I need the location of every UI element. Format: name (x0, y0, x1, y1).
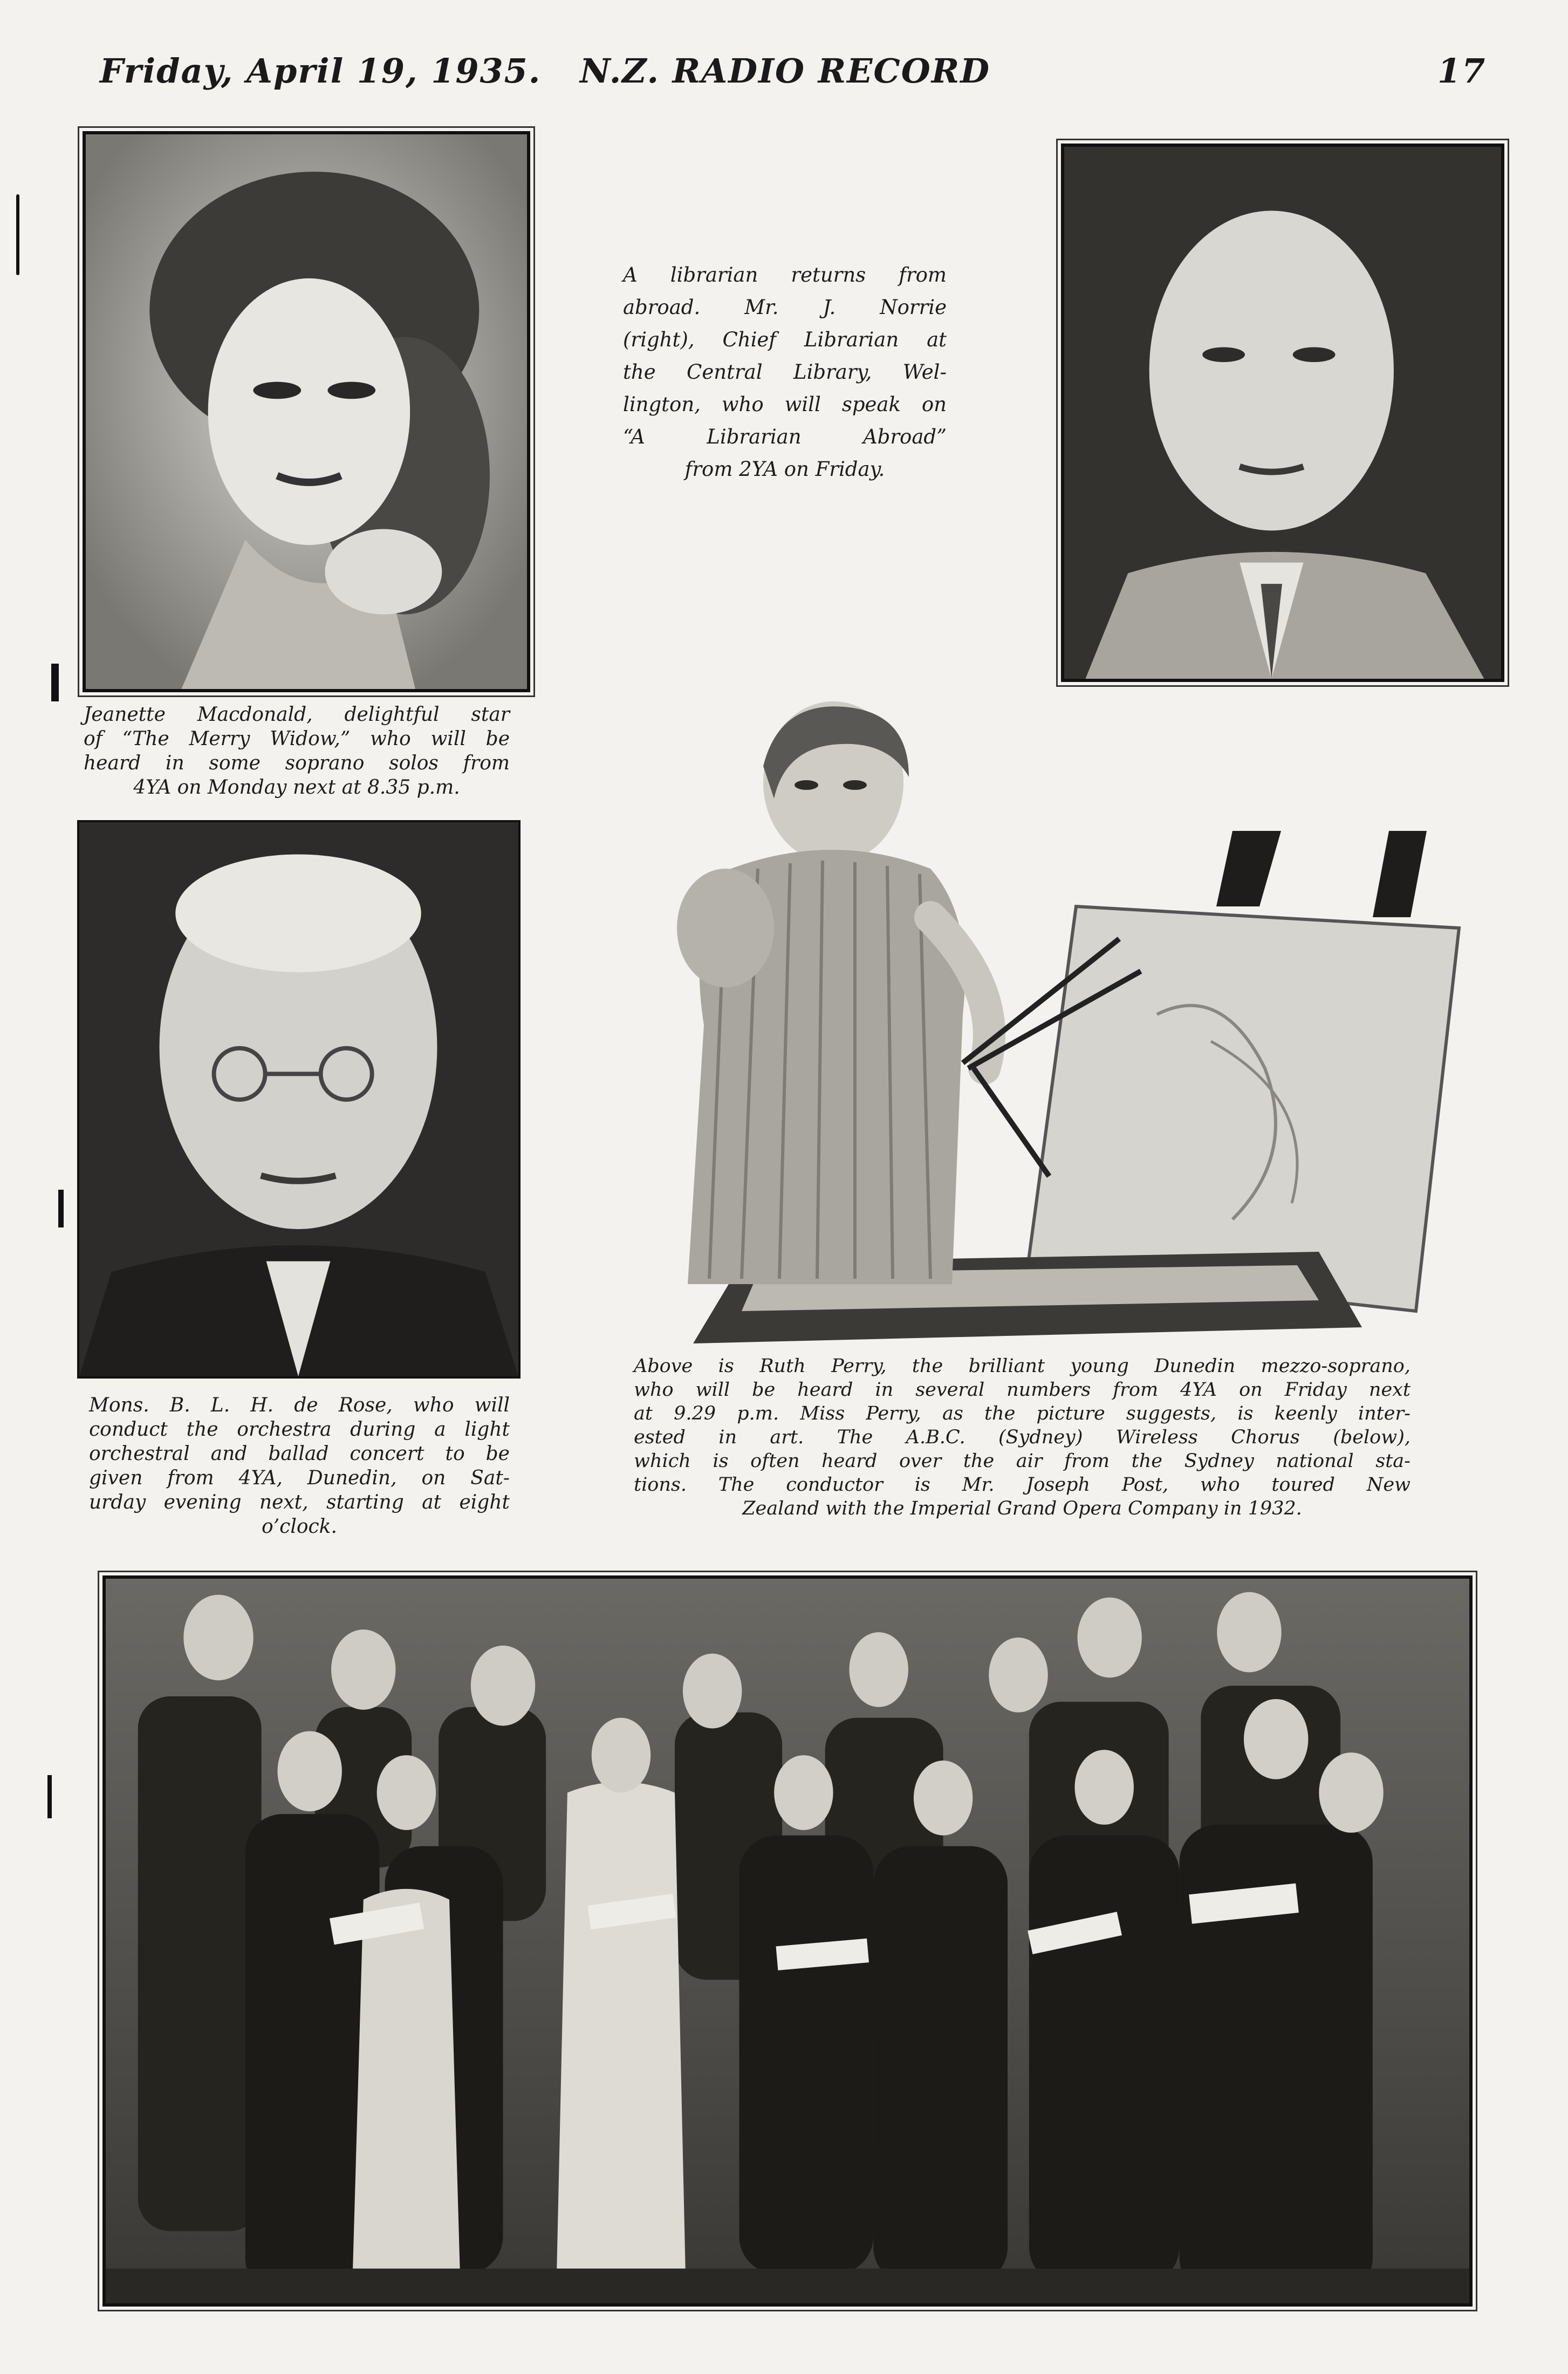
page-date: Friday, April 19, 1935. (100, 51, 542, 91)
caption-line: from 2YA on Friday. (684, 458, 885, 481)
caption-line: o’clock. (262, 1516, 337, 1538)
caption-line: orchestral and ballad concert to be (89, 1443, 510, 1465)
caption-line: of “The Merry Widow,” who will be (84, 728, 510, 750)
caption-line: who will be heard in several numbers from 4YA on Friday next (634, 1379, 1410, 1401)
photo-abc-wireless-chorus (102, 1575, 1473, 2307)
caption-line: abroad. Mr. J. Norrie (623, 296, 947, 319)
caption-line: Jeanette Macdonald, delightful star (84, 704, 510, 726)
photo-j-norrie (1061, 144, 1504, 682)
photo-ruth-perry (618, 691, 1470, 1343)
caption-jeanette-macdonald (84, 702, 510, 800)
margin-mark (47, 1775, 52, 1818)
margin-mark (58, 1190, 64, 1227)
caption-ruth-perry (634, 1354, 1410, 1520)
caption-line: “A Librarian Abroad” (623, 425, 947, 448)
caption-line: ested in art. The A.B.C. (Sydney) Wireless Chorus (below), (634, 1427, 1410, 1448)
caption-line: A librarian returns from (623, 263, 947, 286)
caption-line: which is often heard over the air from the Sydney national sta- (634, 1450, 1410, 1472)
caption-line: lington, who will speak on (623, 393, 947, 416)
photo-de-rose (77, 820, 521, 1379)
margin-mark (51, 664, 59, 701)
margin-mark (16, 194, 19, 275)
caption-line: the Central Library, Wel- (623, 360, 947, 384)
caption-line: given from 4YA, Dunedin, on Sat- (89, 1467, 510, 1489)
caption-line: conduct the orchestra during a light (89, 1418, 510, 1441)
caption-line: heard in some soprano solos from (84, 752, 510, 774)
caption-line: Mons. B. L. H. de Rose, who will (89, 1394, 510, 1416)
publication-title: N.Z. RADIO RECORD (580, 51, 991, 91)
caption-line: urday evening next, starting at eight (89, 1491, 510, 1513)
caption-line: 4YA on Monday next at 8.35 p.m. (133, 776, 460, 799)
caption-line: Zealand with the Imperial Grand Opera Company in 1932. (742, 1498, 1302, 1519)
caption-librarian (623, 259, 947, 486)
photo-jeanette-macdonald (83, 131, 530, 692)
caption-line: tions. The conductor is Mr. Joseph Post, who toured New (634, 1474, 1410, 1496)
caption-de-rose (89, 1393, 510, 1539)
page-number: 17 (1437, 51, 1487, 91)
caption-line: (right), Chief Librarian at (623, 328, 947, 351)
caption-line: Above is Ruth Perry, the brilliant young Dunedin mezzo-soprano, (634, 1355, 1410, 1377)
caption-line: at 9.29 p.m. Miss Perry, as the picture suggests, is keenly inter- (634, 1403, 1410, 1424)
